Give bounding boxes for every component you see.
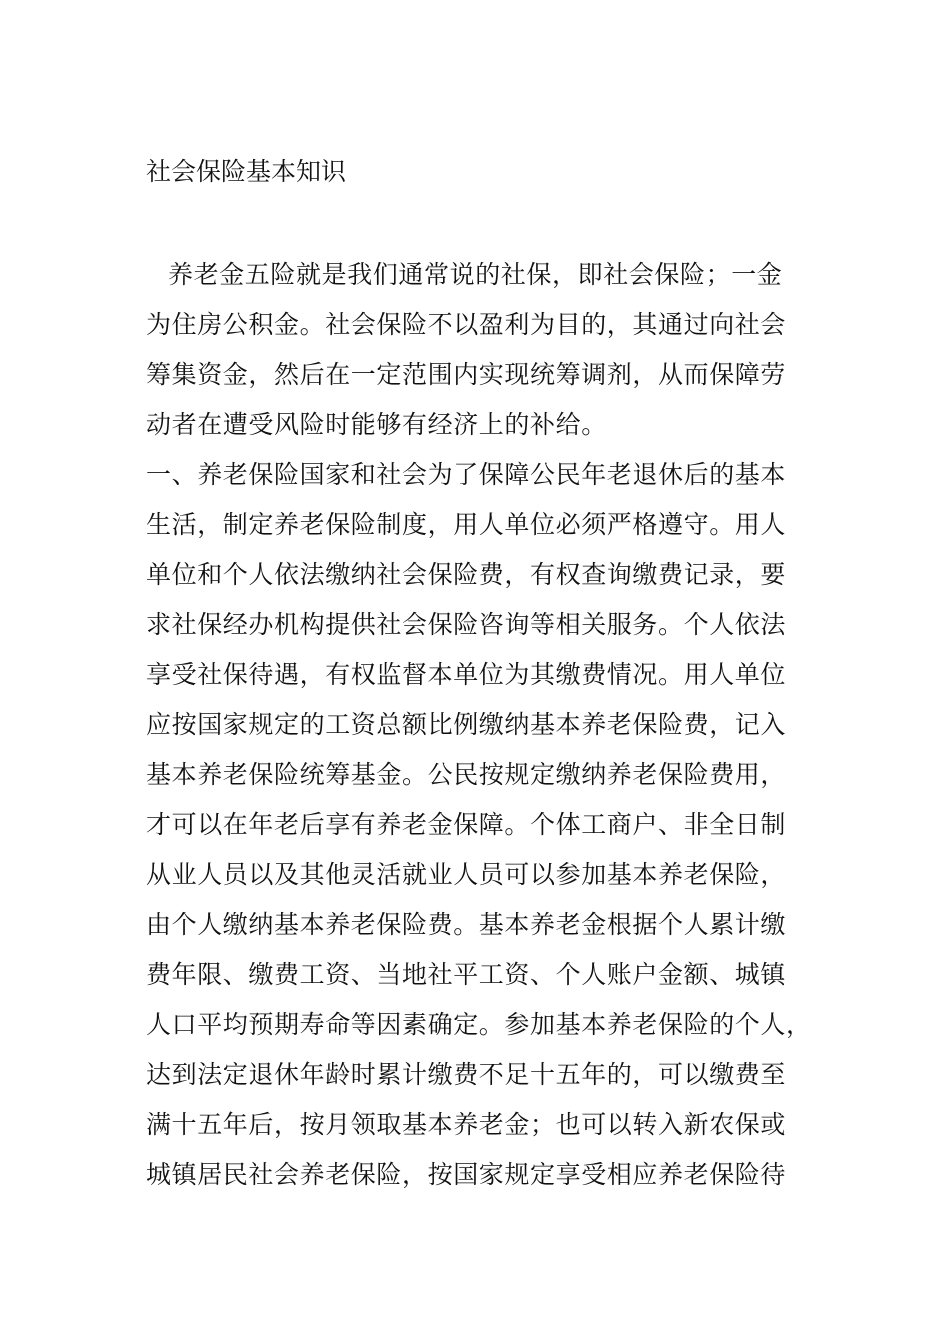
paragraph-line: 基本养老保险统筹基金。公民按规定缴纳养老保险费用，: [146, 760, 787, 789]
paragraph-line: 费年限、缴费工资、当地社平工资、个人账户金额、城镇: [146, 960, 787, 989]
document-title: 社会保险基本知识: [146, 157, 347, 186]
document-body: [146, 250, 812, 1200]
paragraph-line: 应按国家规定的工资总额比例缴纳基本养老保险费，记入: [146, 710, 787, 739]
paragraph-line: 筹集资金，然后在一定范围内实现统筹调剂，从而保障劳: [146, 360, 787, 389]
paragraph-line: 达到法定退休年龄时累计缴费不足十五年的，可以缴费至: [146, 1060, 787, 1089]
paragraph-line: 由个人缴纳基本养老保险费。基本养老金根据个人累计缴: [146, 910, 787, 939]
paragraph-line: 才可以在年老后享有养老金保障。个体工商户、非全日制: [146, 810, 787, 839]
paragraph-line: 满十五年后，按月领取基本养老金；也可以转入新农保或: [146, 1110, 787, 1139]
paragraph-line: 养老金五险就是我们通常说的社保，即社会保险；一金: [168, 260, 783, 289]
paragraph-line: 动者在遭受风险时能够有经济上的补给。: [146, 410, 607, 439]
paragraph-line: 生活，制定养老保险制度，用人单位必须严格遵守。用人: [146, 510, 787, 539]
paragraph-line: 城镇居民社会养老保险，按国家规定享受相应养老保险待: [146, 1160, 787, 1189]
paragraph-line: 求社保经办机构提供社会保险咨询等相关服务。个人依法: [146, 610, 787, 639]
paragraph-line: 从业人员以及其他灵活就业人员可以参加基本养老保险，: [146, 860, 787, 889]
paragraph-line: 人口平均预期寿命等因素确定。参加基本养老保险的个人，: [146, 1010, 812, 1039]
paragraph-line: 一、养老保险国家和社会为了保障公民年老退休后的基本: [146, 460, 787, 489]
paragraph-line: 单位和个人依法缴纳社会保险费，有权查询缴费记录，要: [146, 560, 787, 589]
paragraph-line: 享受社保待遇，有权监督本单位为其缴费情况。用人单位: [146, 660, 787, 689]
paragraph-line: 为住房公积金。社会保险不以盈利为目的，其通过向社会: [146, 310, 787, 339]
